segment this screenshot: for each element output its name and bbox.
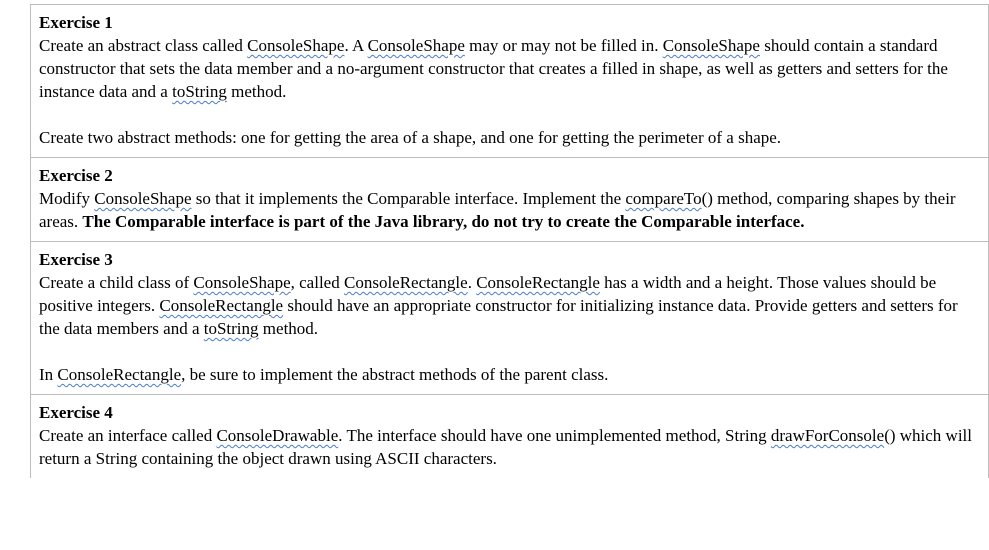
paragraph-gap	[39, 340, 980, 363]
spellcheck-term: ConsoleRectangle	[57, 365, 182, 384]
exercise-1-title: Exercise 1	[39, 13, 113, 32]
text-run: method.	[226, 82, 287, 101]
text-run: Modify	[39, 189, 95, 208]
spellcheck-term: ConsoleDrawable	[216, 426, 339, 445]
spellcheck-term: ConsoleShape	[94, 189, 192, 208]
text-run: Create an abstract class called	[39, 36, 248, 55]
text-run: method.	[258, 319, 319, 338]
exercise-2-paragraph-1	[39, 187, 980, 233]
exercise-1-cell	[31, 5, 988, 158]
text-run: Create an interface called	[39, 426, 217, 445]
spellcheck-term: ConsoleShape	[193, 273, 291, 292]
spellcheck-term: ConsoleShape	[247, 36, 345, 55]
text-run: should have an appropriate constructor for initializing instance data. Provide getters and setters for the data members and a	[39, 296, 958, 338]
exercise-3-paragraph-1	[39, 271, 980, 340]
spellcheck-term: toString	[203, 319, 259, 338]
exercise-table	[30, 4, 989, 478]
text-run: should contain a standard constructor that sets the data member and a no-argument constructor that creates a filled in shape, as well as getters and setters for the instance data and a	[39, 36, 948, 101]
text-run: .	[467, 273, 477, 292]
text-run: . The interface should have one unimplemented method, String	[338, 426, 771, 445]
spellcheck-term: toString	[172, 82, 227, 101]
text-run: , called	[290, 273, 344, 292]
text-run: so that it implements the Comparable interface. Implement the	[191, 189, 626, 208]
exercise-3-cell	[31, 242, 988, 395]
exercise-4-paragraph-1	[39, 424, 980, 470]
text-run: , be sure to implement the abstract methods of the parent class.	[181, 365, 609, 384]
text-run: . A	[344, 36, 368, 55]
text-run: Create a child class of	[39, 273, 194, 292]
exercise-4-title: Exercise 4	[39, 403, 113, 422]
text-run: () which will return a String containing the object drawn using ASCII characters.	[39, 426, 973, 468]
text-run: has a width and a height. Those values should be positive integers.	[39, 273, 937, 315]
exercise-3-paragraph-2	[39, 363, 980, 386]
text-run: may or may not be filled in.	[464, 36, 663, 55]
exercise-2-cell	[31, 158, 988, 242]
exercise-1-paragraph-1	[39, 34, 980, 103]
bold-note: The Comparable interface is part of the Java library, do not try to create the Comparable interface.	[82, 212, 805, 231]
spellcheck-term: ConsoleRectangle	[159, 296, 284, 315]
spellcheck-term: ConsoleShape	[662, 36, 760, 55]
spellcheck-term: ConsoleShape	[367, 36, 465, 55]
spellcheck-term: ConsoleRectangle	[476, 273, 600, 292]
spellcheck-term: ConsoleRectangle	[343, 273, 468, 292]
exercise-2-title: Exercise 2	[39, 166, 113, 185]
paragraph-gap	[39, 103, 980, 126]
spellcheck-term: drawForConsole	[770, 426, 885, 445]
exercise-1-paragraph-2: Create two abstract methods: one for getting the area of a shape, and one for getting the perimeter of a shape.	[39, 128, 782, 147]
exercise-4-cell	[31, 395, 988, 478]
exercise-3-title: Exercise 3	[39, 250, 113, 269]
spellcheck-term: compareTo	[625, 189, 702, 208]
text-run: () method, comparing shapes by their areas.	[39, 189, 956, 231]
text-run: In	[39, 365, 58, 384]
